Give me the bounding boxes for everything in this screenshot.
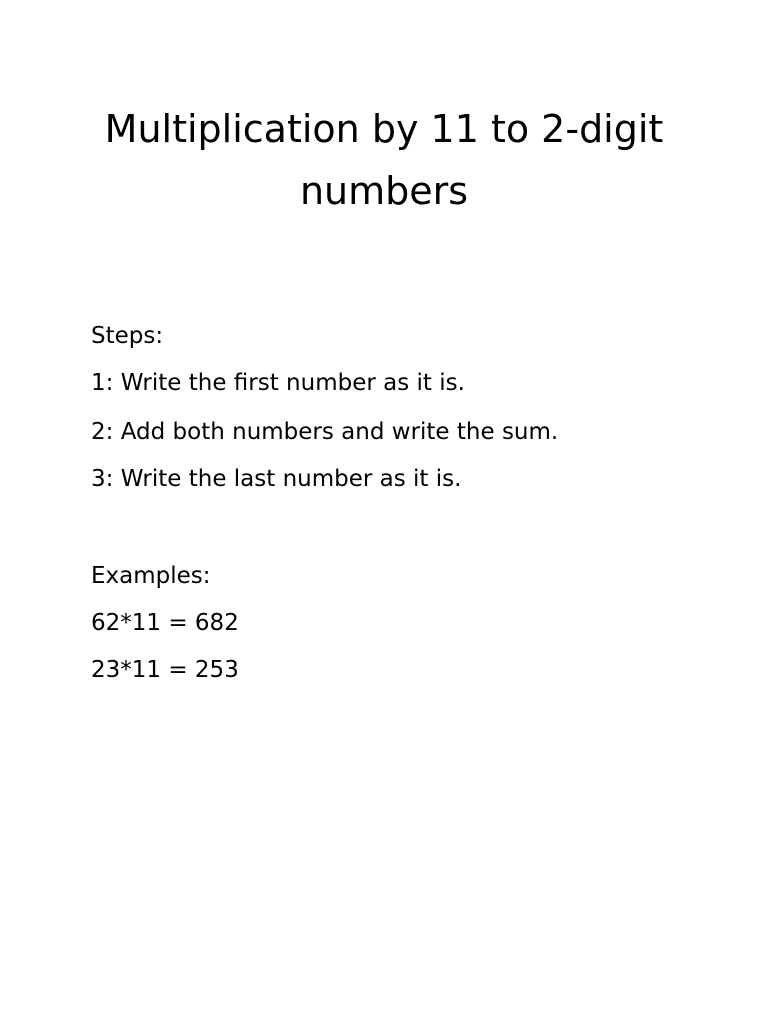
example-item: 23*11 = 253 xyxy=(91,657,239,683)
examples-heading: Examples: xyxy=(91,563,211,589)
steps-heading: Steps: xyxy=(91,323,164,349)
step-item: 3: Write the last number as it is. xyxy=(91,466,462,492)
step-item: 1: Write the first number as it is. xyxy=(91,370,465,396)
page-title: Multiplication by 11 to 2-digit numbers xyxy=(104,107,664,213)
step-item: 2: Add both numbers and write the sum. xyxy=(91,419,559,445)
example-item: 62*11 = 682 xyxy=(91,610,239,636)
